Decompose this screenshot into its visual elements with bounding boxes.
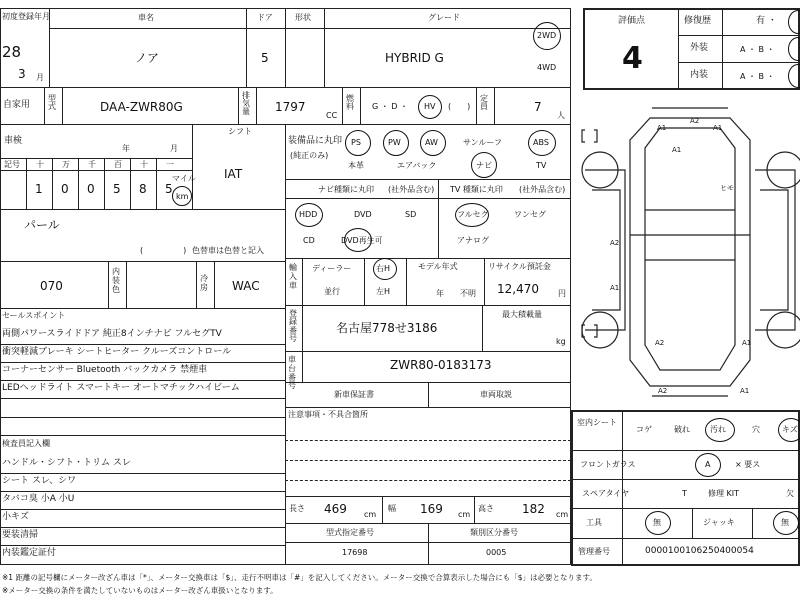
exterior-value: A ・ B ・	[740, 45, 775, 54]
chassis-value: ZWR80-0183173	[390, 358, 492, 372]
capacity-label: 定員	[480, 94, 488, 111]
shift-label: シフト	[228, 127, 252, 136]
warranty-label: 新車保証書	[334, 390, 374, 399]
class-num-value: 0005	[486, 548, 507, 557]
model-year-unknown: 不明	[460, 289, 476, 298]
car-name-label: 車名	[138, 13, 154, 22]
equipment-sub: (純正のみ)	[290, 151, 329, 160]
jack-label: ジャッキ	[703, 518, 735, 527]
footer-note-1: ※1 距離の記号欄にメーター改ざん車は「*」、メーター交換車は「$」、走行不明車は「#」を記入してください。メーター交換で合算表示した場合にも「$」は必要となります。	[2, 573, 597, 582]
windshield-label: フロントガラス	[580, 460, 636, 469]
sales-point-0: 両側パワースライドドア 純正8インチナビ フルセグTV	[2, 329, 222, 339]
color-name: パール	[24, 218, 60, 232]
airbag-label: エアバック	[397, 161, 437, 170]
displacement-value: 1797	[275, 100, 306, 114]
height-value: 182	[522, 502, 545, 516]
interior-hole: 穴	[752, 425, 760, 434]
svg-text:A1: A1	[610, 284, 620, 292]
score-value: 4	[622, 41, 643, 76]
sales-point-3: LEDヘッドライト スマートキー オートマチックハイビーム	[2, 383, 240, 393]
interior-burn: コゲ	[636, 425, 652, 434]
shift-value: IAT	[224, 167, 243, 181]
cc-unit: CC	[326, 111, 338, 120]
caution-block	[285, 407, 571, 497]
width-label: 幅	[388, 504, 396, 513]
model-year-label: モデル年式	[418, 262, 458, 271]
chassis-label: 車台番号	[288, 355, 296, 391]
spare-none: 欠	[786, 489, 794, 498]
fuel-label: 燃料	[346, 94, 354, 111]
reg-year-value: 28	[2, 43, 22, 61]
color-code: 070	[40, 279, 63, 293]
class-num-label: 類別区分番号	[470, 528, 518, 537]
length-unit: cm	[364, 510, 377, 519]
inspector-note-2: タバコ臭 小A 小U	[2, 494, 75, 504]
fuel-hv: HV	[424, 102, 436, 111]
plate-number: 名古屋778せ3186	[336, 321, 438, 335]
km-label: km	[176, 192, 189, 201]
inspector-note-0: ハンドル・シフト・トリム スレ	[2, 458, 131, 468]
digit-label-3: 百	[114, 160, 122, 169]
interior-label: 内装	[690, 70, 709, 80]
sales-points-label: セールスポイント	[2, 311, 66, 320]
doors-value: 5	[261, 51, 269, 65]
car-name-value: ノア	[135, 51, 160, 65]
height-unit: cm	[556, 510, 569, 519]
digit-label-4: 十	[140, 160, 148, 169]
ac-value: WAC	[232, 279, 260, 293]
score-label: 評価点	[618, 16, 646, 26]
analog-label: アナログ	[457, 236, 489, 245]
navi-type-sub: (社外品含む)	[388, 185, 435, 194]
recycle-value: 12,470	[497, 282, 539, 296]
model-value: DAA-ZWR80G	[100, 100, 183, 114]
mgmt-label: 管理番号	[578, 547, 610, 556]
drive-4wd: 4WD	[537, 63, 557, 72]
oneseg-label: ワンセグ	[514, 210, 546, 219]
svg-text:A1: A1	[657, 124, 667, 132]
mgmt-value: 0000100106250400054	[645, 546, 754, 556]
digit-2: 0	[87, 182, 95, 196]
ac-label: 冷房	[200, 274, 208, 292]
digit-label-5: 一	[166, 160, 174, 169]
caution-label: 注意事項・不具合箇所	[288, 410, 368, 419]
registration-label: 登録番号	[289, 309, 297, 344]
reg-month-unit: 月	[36, 73, 44, 82]
max-load-unit: kg	[556, 337, 566, 346]
windshield-a: A	[705, 460, 711, 469]
type-num-value: 17698	[342, 548, 368, 557]
type-num-label: 型式指定番号	[326, 528, 374, 537]
svg-text:A2: A2	[655, 339, 665, 347]
digit-label-0: 十	[36, 160, 44, 169]
fullseg-label: フルセグ	[457, 210, 489, 219]
cd-label: CD	[303, 236, 315, 245]
digit-1: 0	[61, 182, 69, 196]
vehicle-damage-diagram	[580, 100, 800, 405]
digit-label-1: 万	[62, 160, 70, 169]
interior-tear: 破れ	[674, 425, 690, 434]
inspector-note-4: 要装清掃	[2, 530, 39, 540]
recycle-yen: 円	[558, 289, 566, 298]
mile-label: マイル	[172, 174, 196, 183]
height-label: 高さ	[478, 504, 494, 513]
spare-kit: 修理 KIT	[708, 489, 740, 498]
interior-stain: 汚れ	[710, 425, 726, 434]
exterior-label: 外装	[690, 43, 709, 53]
digit-label-2: 千	[88, 160, 96, 169]
interior-color-label: 内装色	[112, 267, 120, 294]
svg-text:A2: A2	[690, 117, 700, 125]
interior-scratch: キズ	[782, 425, 798, 434]
jack-value: 無	[781, 518, 789, 527]
svg-text:A1: A1	[740, 387, 750, 395]
repair-label: 修復歴	[684, 16, 712, 26]
color-note: 色替車は色替と記入	[192, 246, 264, 255]
inspector-note-1: シート スレ、シワ	[2, 476, 77, 486]
digit-3: 5	[113, 182, 121, 196]
leather-label: 本革	[348, 161, 364, 170]
model-year-unit: 年	[436, 289, 444, 298]
digit-5: 5	[165, 182, 173, 196]
svg-text:ヒモ: ヒモ	[720, 184, 734, 192]
reg-year-label: 初度登録年月	[2, 12, 50, 21]
displacement-label: 排気量	[242, 91, 250, 116]
width-unit: cm	[458, 510, 471, 519]
spare-label: スペアタイヤ	[582, 489, 630, 498]
use-value: 自家用	[3, 100, 31, 110]
inspection-month: 月	[170, 144, 178, 153]
length-value: 469	[324, 502, 347, 516]
import-left: 左H	[376, 287, 391, 296]
doors-label: ドア	[257, 13, 273, 22]
aw-label: AW	[425, 138, 438, 147]
import-parallel: 並行	[324, 287, 340, 296]
pw-label: PW	[388, 138, 401, 147]
tv-label: TV	[536, 161, 547, 170]
capacity-unit: 人	[557, 111, 565, 120]
mileage-sign-label: 記号	[4, 160, 20, 169]
model-label: 型式	[48, 94, 56, 111]
svg-text:A2: A2	[658, 387, 668, 395]
tools-value: 無	[653, 518, 661, 527]
svg-text:A1: A1	[713, 124, 723, 132]
grade-value: HYBRID G	[385, 51, 444, 65]
inspector-note-5: 内装鑑定証付	[2, 548, 57, 558]
reg-month-value: 3	[18, 67, 26, 81]
inspection-year: 年	[122, 144, 130, 153]
manual-label: 車両取説	[480, 390, 512, 399]
sd-label: SD	[405, 210, 417, 219]
repair-value: 有 ・	[756, 16, 777, 26]
navi-label: ナビ	[476, 161, 492, 170]
length-label: 長さ	[289, 504, 305, 513]
import-dealer: ディーラー	[312, 264, 352, 273]
equipment-label: 装備品に丸印	[288, 136, 343, 146]
svg-text:A1: A1	[742, 339, 752, 347]
svg-text:A1: A1	[672, 146, 682, 154]
tv-type-sub: (社外品含む)	[519, 185, 566, 194]
interior-sheet-label: 室内シート	[577, 418, 617, 427]
svg-text:A2: A2	[610, 239, 620, 247]
tools-label: 工具	[586, 518, 602, 527]
navi-type-label: ナビ種類に丸印	[318, 185, 374, 194]
windshield-replace: × 要ス	[735, 460, 761, 469]
color-paren: ( )	[140, 246, 187, 255]
ps-label: PS	[351, 138, 361, 147]
import-right: 右H	[376, 264, 391, 273]
inspection-label: 車検	[4, 136, 23, 146]
abs-label: ABS	[533, 138, 549, 147]
capacity-value: 7	[534, 100, 542, 114]
drive-2wd: 2WD	[537, 31, 557, 40]
footer-note-2: ※メーター交換の条件を満たしていないものはメーター改ざん車扱いとなります。	[2, 586, 278, 595]
max-load-label: 最大積載量	[502, 310, 542, 319]
fuel-options: G ・ D ・	[372, 102, 408, 111]
dvd-label: DVD	[354, 210, 372, 219]
tv-type-label: TV 種類に丸印	[450, 185, 503, 194]
sales-point-1: 衝突軽減ブレーキ シートヒーター クルーズコントロール	[2, 347, 232, 357]
spare-t: T	[682, 489, 687, 498]
inspector-note-3: 小キズ	[2, 512, 29, 522]
inspector-notes-label: 検査員記入欄	[2, 439, 50, 448]
shape-label: 形状	[295, 13, 311, 22]
digit-0: 1	[35, 182, 43, 196]
recycle-label: リサイクル預託金	[488, 262, 551, 271]
digit-4: 8	[139, 182, 147, 196]
sales-point-2: コーナーセンサー Bluetooth バックカメラ 禁煙車	[2, 365, 208, 375]
fuel-paren: ( )	[448, 102, 471, 111]
hdd-label: HDD	[299, 210, 318, 219]
width-value: 169	[420, 502, 443, 516]
grade-label: グレード	[428, 13, 460, 22]
dvd-play-label: DVD再生可	[341, 236, 383, 245]
interior-value: A ・ B ・	[740, 72, 775, 81]
import-label: 輸入車	[289, 263, 297, 290]
sunroof-label: サンルーフ	[463, 138, 502, 147]
